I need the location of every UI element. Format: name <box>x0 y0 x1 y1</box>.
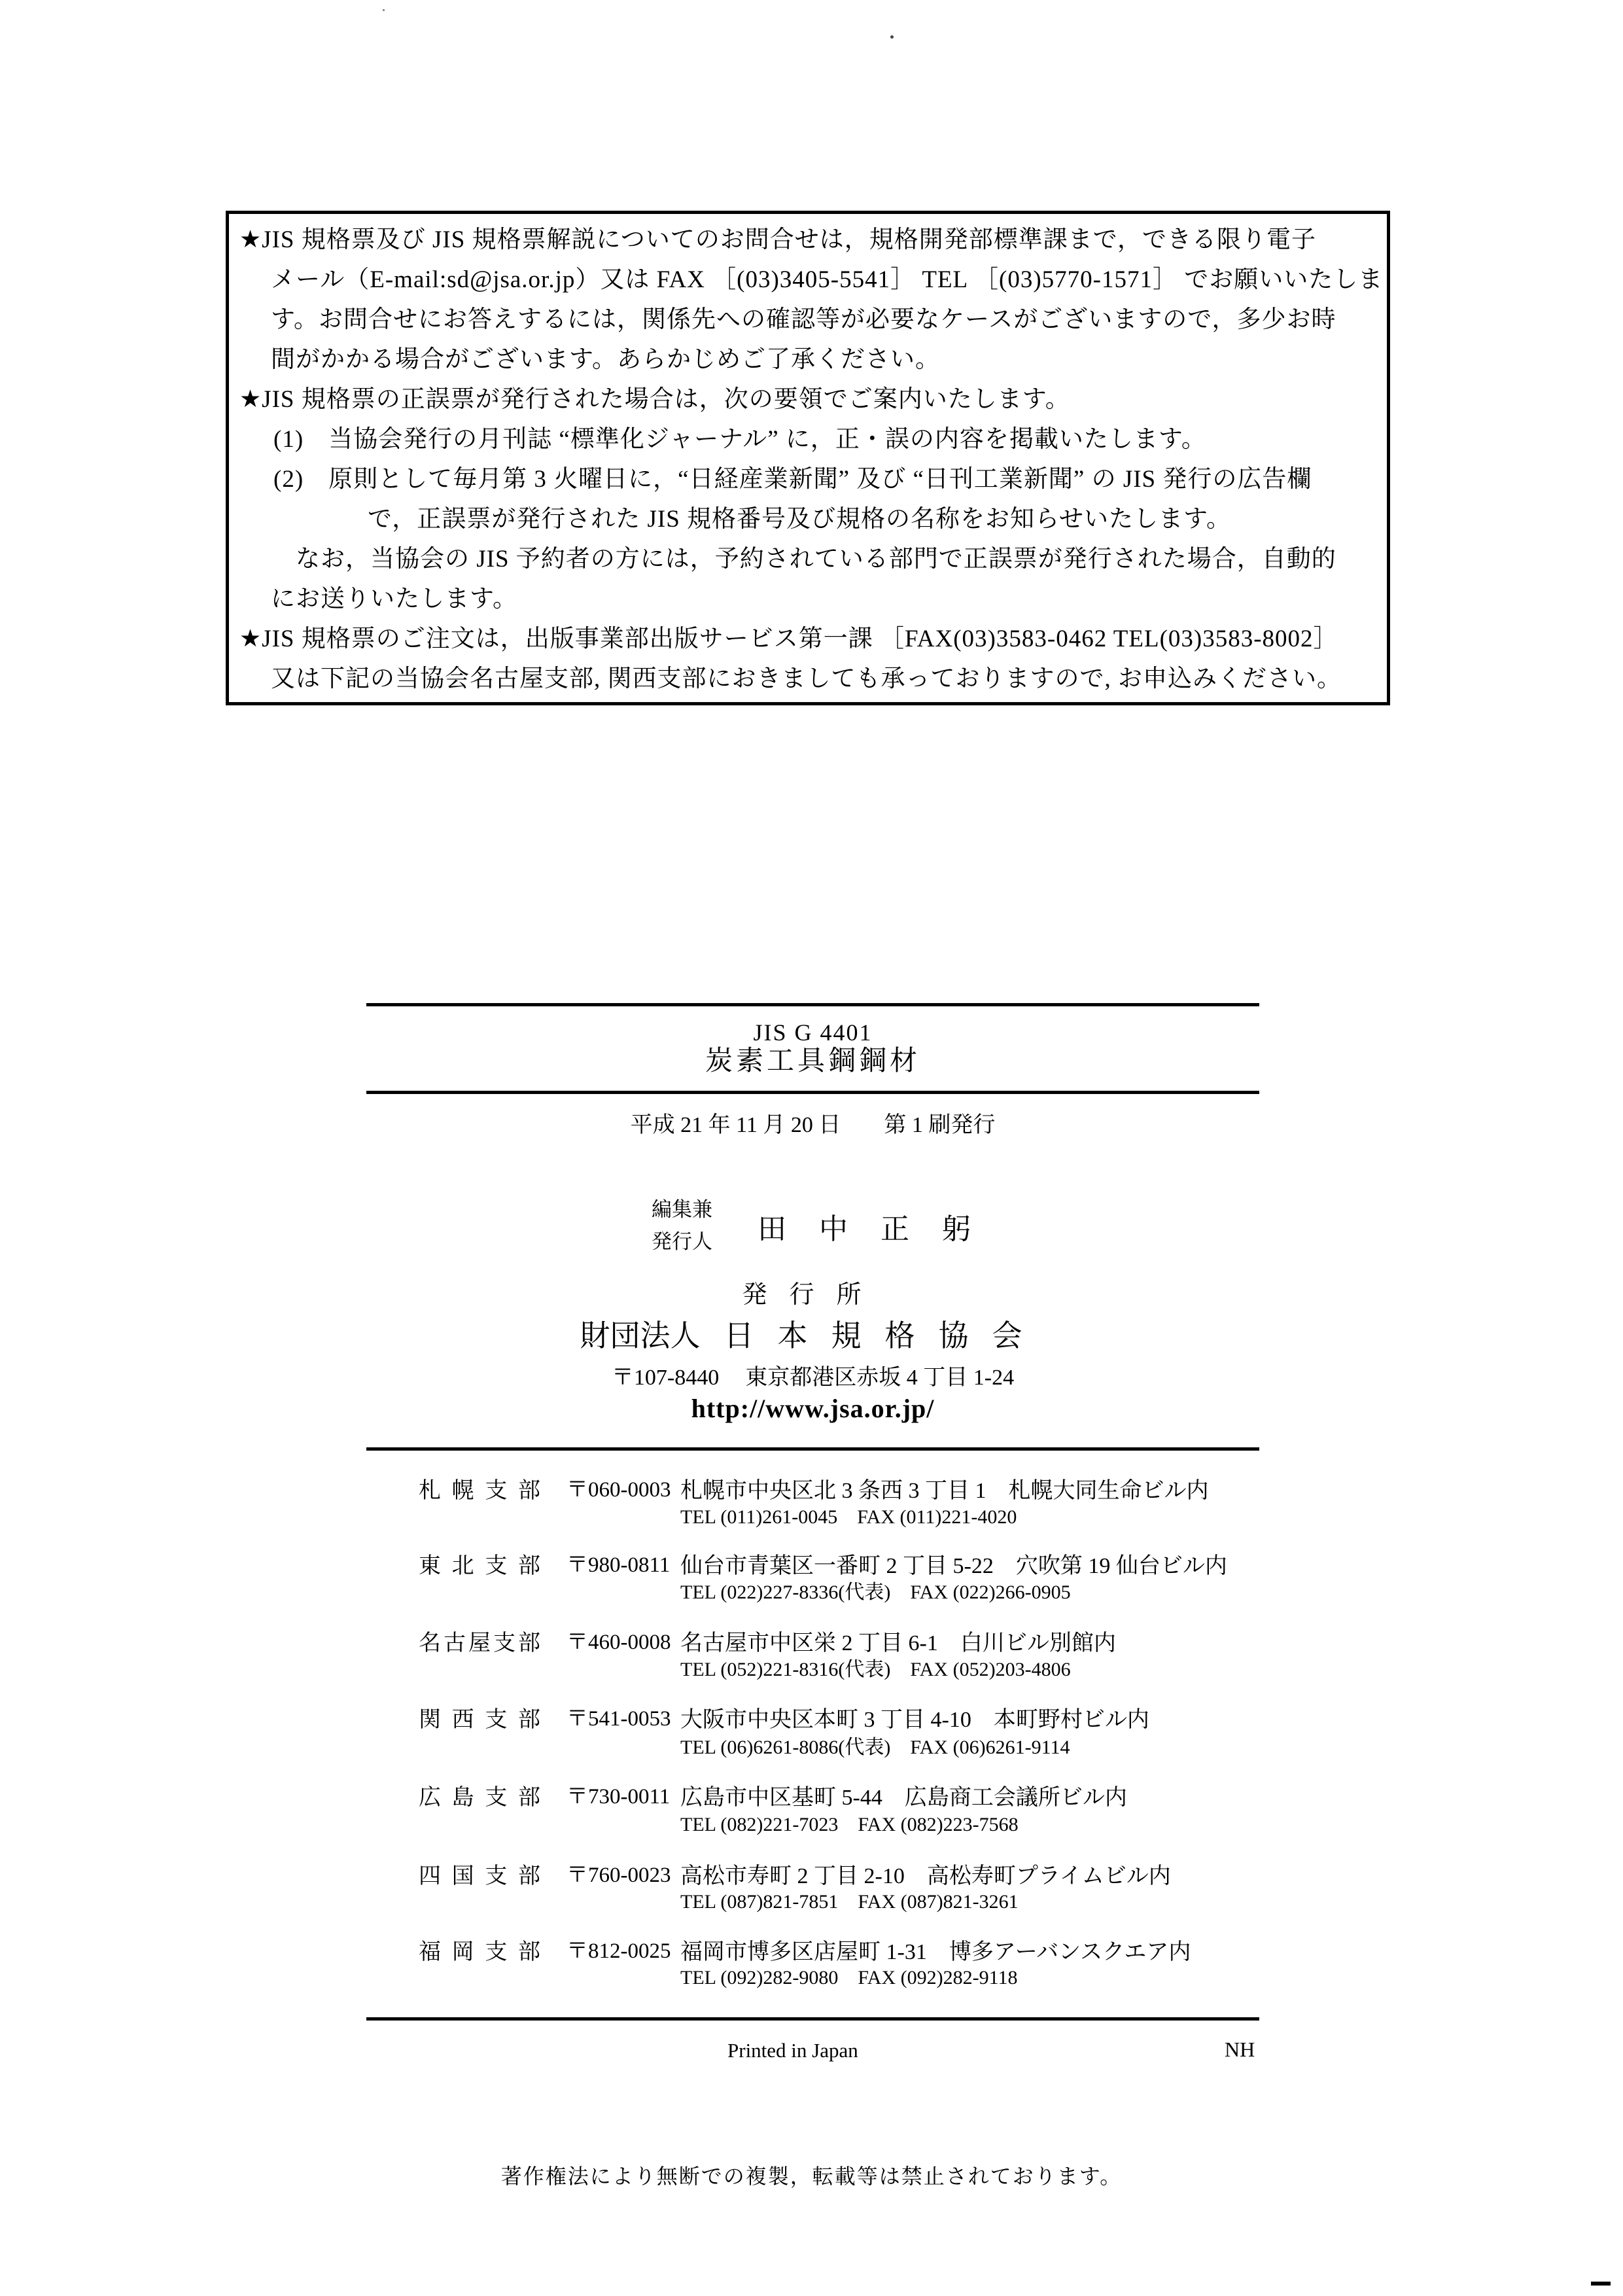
branch-postal: 〒541-0053 <box>567 1707 671 1731</box>
branch-address: 福岡市博多区店屋町 1-31 博多アーバンスクエア内 <box>680 1940 1191 1964</box>
publisher-address-line <box>366 1365 1259 1390</box>
notice-line: ★JIS 規格票のご注文は，出版事業部出版サービス第一課 ［FAX(03)3583-0462 TEL(03)3583-8002］ <box>239 626 1338 652</box>
edition-line <box>366 1112 1259 1138</box>
notice-line: 間がかかる場合がございます。あらかじめご了承ください。 <box>271 346 941 373</box>
publisher-postal: 〒107-8440 <box>611 1366 720 1390</box>
standard-title: 炭素工具鋼鋼材 <box>705 1046 920 1076</box>
branch-telfax: TEL (087)821-7851 FAX (087)821-3261 <box>680 1891 1019 1913</box>
print-code: NH <box>1225 2038 1255 2061</box>
divider-line-under-title <box>366 1091 1259 1094</box>
branch-address: 大阪市中央区本町 3 丁目 4-10 本町野村ビル内 <box>680 1708 1149 1732</box>
scan-speck <box>383 9 385 11</box>
notice-line: なお，当協会の JIS 予約者の方には，予約されている部門で正誤票が発行された場合，自動的 <box>296 546 1336 573</box>
publisher-org: 日本規格協会 <box>724 1319 1046 1352</box>
branch-name: 四国支部 <box>419 1864 540 1888</box>
divider-line-above-branches <box>366 1447 1259 1451</box>
branch-postal: 〒730-0011 <box>567 1785 671 1809</box>
branch-name: 札幌支部 <box>419 1479 540 1503</box>
printed-in-japan: Printed in Japan <box>727 2039 858 2062</box>
notice-line: にお送りいたします。 <box>271 586 518 612</box>
branch-postal: 〒812-0025 <box>567 1939 671 1963</box>
publisher-label: 発行所 <box>742 1281 884 1309</box>
notice-line: (2) 原則として毎月第 3 火曜日に，“日経産業新聞” 及び “日刊工業新聞” の JIS 発行の広告欄 <box>273 466 1312 493</box>
divider-line-top <box>366 1003 1259 1006</box>
editor-role-line2: 発行人 <box>652 1230 712 1253</box>
copyright-notice: 著作権法により無断での複製，転載等は禁止されております。 <box>500 2164 1123 2188</box>
branch-telfax: TEL (092)282-9080 FAX (092)282-9118 <box>680 1967 1018 1988</box>
branch-telfax: TEL (011)261-0045 FAX (011)221-4020 <box>680 1506 1017 1528</box>
branch-address: 札幌市中央区北 3 条西 3 丁目 1 札幌大同生命ビル内 <box>680 1479 1209 1503</box>
publisher-type: 財団法人 <box>580 1319 701 1352</box>
branch-address: 高松市寿町 2 丁目 2-10 高松寿町プライムビル内 <box>680 1864 1171 1888</box>
notice-line: メール（E-mail:sd@jsa.or.jp）又は FAX ［(03)3405-5541］ TEL ［(03)5770-1571］ でお願いいたしま <box>271 266 1384 293</box>
branch-name: 東北支部 <box>419 1554 540 1578</box>
notice-line: (1) 当協会発行の月刊誌 “標準化ジャーナル” に，正・誤の内容を掲載いたします。 <box>273 426 1206 453</box>
divider-line-bottom <box>366 2017 1259 2021</box>
branch-postal: 〒980-0811 <box>567 1553 671 1577</box>
branch-telfax: TEL (06)6261-8086(代表) FAX (06)6261-9114 <box>680 1737 1070 1758</box>
branch-telfax: TEL (022)227-8336(代表) FAX (022)266-0905 <box>680 1581 1071 1603</box>
branch-address: 仙台市青葉区一番町 2 丁目 5-22 穴吹第 19 仙台ビル内 <box>680 1554 1227 1578</box>
editor-role-label <box>652 1193 712 1258</box>
branch-address: 広島市中区基町 5-44 広島商工会議所ビル内 <box>680 1786 1127 1810</box>
standard-number: JIS G 4401 <box>753 1019 873 1046</box>
scan-mark <box>1591 2282 1611 2286</box>
branch-telfax: TEL (082)221-7023 FAX (082)223-7568 <box>680 1814 1019 1835</box>
notice-line: ★JIS 規格票及び JIS 規格票解説についてのお問合せは，規格開発部標準課まで，できる限り電子 <box>239 226 1317 253</box>
edition-printing: 第 1 刷発行 <box>884 1113 996 1137</box>
branch-telfax: TEL (052)221-8316(代表) FAX (052)203-4806 <box>680 1659 1071 1680</box>
notice-line: ★JIS 規格票の正誤票が発行された場合は，次の要領でご案内いたします。 <box>239 386 1070 413</box>
publisher-url: http://www.jsa.or.jp/ <box>691 1394 935 1423</box>
branch-address: 名古屋市中区栄 2 丁目 6-1 白川ビル別館内 <box>680 1631 1116 1655</box>
branch-name: 広島支部 <box>419 1786 540 1810</box>
publisher-address: 東京都港区赤坂 4 丁目 1-24 <box>745 1366 1015 1390</box>
branch-name: 関西支部 <box>419 1708 540 1732</box>
notice-line: 又は下記の当協会名古屋支部, 関西支部におきましても承っておりますので, お申込みください。 <box>271 665 1342 692</box>
branch-postal: 〒760-0023 <box>567 1863 671 1887</box>
branch-postal: 〒460-0008 <box>567 1631 671 1654</box>
notice-line: す。お問合せにお答えするには，関係先への確認等が必要なケースがございますので，多少お時 <box>271 306 1336 333</box>
editor-name: 田中正躬 <box>758 1213 1003 1245</box>
branch-name: 福岡支部 <box>419 1940 540 1964</box>
branch-postal: 〒060-0003 <box>567 1478 671 1502</box>
scan-speck <box>890 35 894 39</box>
editor-role-line1: 編集兼 <box>652 1198 712 1221</box>
notice-line: で，正誤票が発行された JIS 規格番号及び規格の名称をお知らせいたします。 <box>368 506 1231 533</box>
branch-name: 名古屋支部 <box>419 1631 540 1655</box>
publisher-name <box>366 1319 1259 1354</box>
jis-inquiry-notice-box <box>226 211 1390 705</box>
edition-date: 平成 21 年 11 月 20 日 <box>630 1113 841 1137</box>
